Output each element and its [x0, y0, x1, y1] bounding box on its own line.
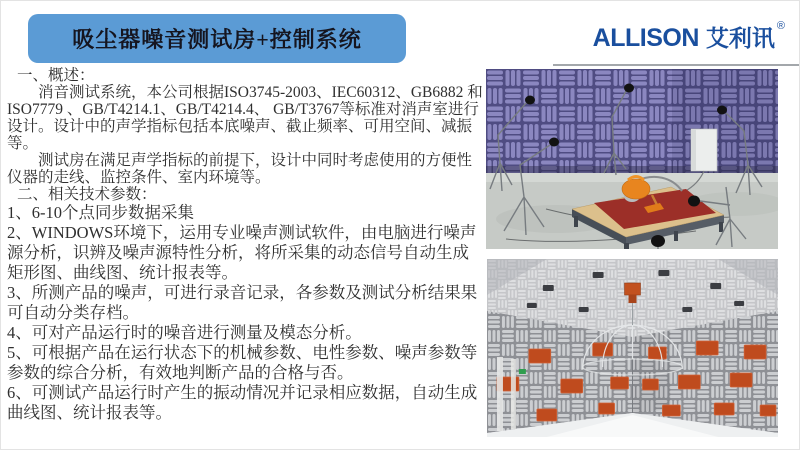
- page-title: 吸尘器噪音测试房+控制系统: [28, 14, 406, 63]
- tech-param-item: 3、所测产品的噪声，可进行录音记录，各参数及测试分析结果果可自动分类存档。: [7, 283, 478, 322]
- logo-chinese-text: 艾利讯: [705, 25, 775, 51]
- photo-anechoic-chamber-purple: [486, 69, 778, 249]
- tech-param-item: 4、可对产品运行时的噪音进行测量及模态分析。: [7, 323, 362, 342]
- company-logo: [592, 20, 785, 52]
- tech-param-item: 6、可测试产品运行时产生的振动情况并记录相应数据，自动生成曲线图、统计报表等。: [7, 383, 478, 422]
- exit-sign: [519, 369, 526, 374]
- overview-paragraph: 消音测试系统，本公司根据ISO3745-2003、IEC60312、GB6882 和ISO7779 、GB/T4214.1、GB/T4214.4、 GB/T3767等标准对消声室进行设计。设计中的声学指标包括本底噪声、截止频率、可用空间、减振等。: [7, 84, 483, 152]
- registered-trademark-icon: ®: [776, 20, 785, 32]
- tech-param-item: 1、6-10个点同步数据采集: [7, 203, 194, 222]
- logo-underline: [553, 64, 799, 66]
- section2-heading: 二、相关技术参数：: [17, 186, 157, 203]
- tech-param-item: 2、WINDOWS环境下，运用专业噪声测试软件，由电脑进行噪声源分析，识辨及噪声源特性分析，将所采集的动态信号自动生成矩形图、曲线图、统计报表等。: [7, 223, 477, 282]
- text-column: [7, 67, 483, 423]
- section1-heading: 一、概述：: [17, 67, 95, 84]
- tech-param-item: 5、可根据产品在运行状态下的机械参数、电性参数、噪声参数等参数的综合分析，有效地判断产品的合格与否。: [7, 343, 478, 382]
- photo-anechoic-room-gray: [487, 259, 778, 437]
- logo-latin-text: ALLISON: [592, 24, 699, 52]
- overview-paragraph: 测试房在满足声学指标的前提下，设计中同时考虑使用的方便性仪器的走线、监控条件、室内环境等。: [7, 152, 473, 186]
